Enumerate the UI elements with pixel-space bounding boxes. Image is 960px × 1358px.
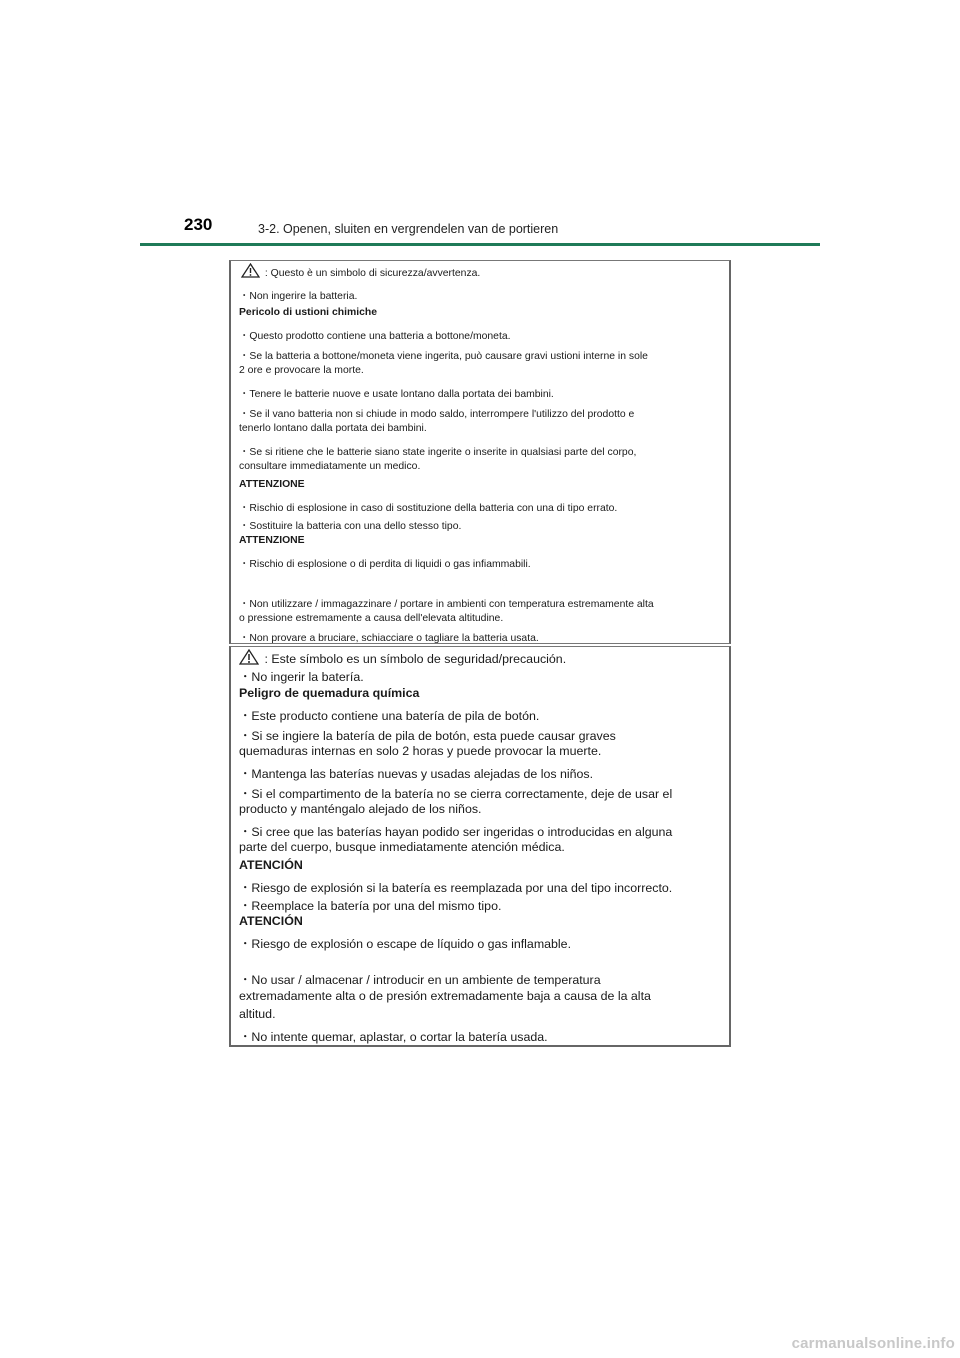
italian-line-7: ・Se il vano batteria non si chiude in modo saldo, interrompere l'utilizzo del prodotto e <box>239 409 635 420</box>
warning-triangle-icon <box>239 649 259 665</box>
spanish-line-16: ・No usar / almacenar / introducir en un ambiente de temperatura <box>239 973 601 987</box>
italian-line-1: ・Non ingerire la batteria. <box>239 291 358 302</box>
page-number: 230 <box>184 215 213 234</box>
italian-warning-box <box>229 260 731 644</box>
spanish-line-8: producto y manténgalo alejado de los niños. <box>239 802 482 816</box>
italian-line-17: o pressione estremamente a causa dell'elevata altitudine. <box>239 613 504 624</box>
spanish-heading-chemical-burn: Peligro de quemadura química <box>239 686 420 700</box>
spanish-heading-atencion-1: ATENCIÓN <box>239 858 303 872</box>
italian-heading-attenzione-2: ATTENZIONE <box>239 535 305 546</box>
italian-line-10: consultare immediatamente un medico. <box>239 461 421 472</box>
spanish-line-10: parte del cuerpo, busque inmediatamente atención médica. <box>239 840 565 854</box>
watermark: carmanualsonline.info <box>791 1335 955 1352</box>
spanish-line-19: ・No intente quemar, aplastar, o cortar la batería usada. <box>239 1030 548 1044</box>
italian-heading-chemical-burn: Pericolo di ustioni chimiche <box>239 307 377 318</box>
header-rule <box>140 243 820 246</box>
italian-line-5: 2 ore e provocare la morte. <box>239 365 364 376</box>
spanish-heading-atencion-2: ATENCIÓN <box>239 914 303 928</box>
spanish-line-17: extremadamente alta o de presión extremadamente baja a causa de la alta <box>239 989 651 1003</box>
italian-line-0: : Questo è un simbolo di sicurezza/avvertenza. <box>264 268 481 279</box>
italian-line-9: ・Se si ritiene che le batterie siano state ingerite o inserite in qualsiasi parte del corpo, <box>239 447 637 458</box>
italian-line-13: ・Sostituire la batteria con una dello stesso tipo. <box>239 521 462 532</box>
spanish-line-9: ・Si cree que las baterías hayan podido ser ingeridas o introducidas en alguna <box>239 825 673 839</box>
italian-line-12: ・Rischio di esplosione in caso di sostituzione della batteria con una di tipo errato. <box>239 503 618 514</box>
spanish-line-0: : Este símbolo es un símbolo de seguridad/precaución. <box>264 652 567 666</box>
italian-heading-attenzione-1: ATTENZIONE <box>239 479 305 490</box>
spanish-line-1: ・No ingerir la batería. <box>239 670 364 684</box>
spanish-line-15: ・Riesgo de explosión o escape de líquido o gas inflamable. <box>239 937 572 951</box>
italian-line-3: ・Questo prodotto contiene una batteria a bottone/moneta. <box>239 331 511 342</box>
italian-line-8: tenerlo lontano dalla portata dei bambini. <box>239 423 427 434</box>
spanish-line-5: quemaduras internas en solo 2 horas y puede provocar la muerte. <box>239 744 602 758</box>
spanish-warning-box <box>229 646 731 1047</box>
warning-triangle-icon <box>241 263 260 278</box>
spanish-line-13: ・Reemplace la batería por una del mismo tipo. <box>239 899 502 913</box>
italian-line-18: ・Non provare a bruciare, schiacciare o tagliare la batteria usata. <box>239 633 539 644</box>
spanish-line-12: ・Riesgo de explosión si la batería es reemplazada por una del tipo incorrecto. <box>239 881 673 895</box>
section-title: 3-2. Openen, sluiten en vergrendelen van de portieren <box>258 222 559 236</box>
italian-warning-symbol-line <box>241 263 480 279</box>
spanish-line-3: ・Este producto contiene una batería de pila de botón. <box>239 709 540 723</box>
spanish-line-6: ・Mantenga las baterías nuevas y usadas alejadas de los niños. <box>239 767 594 781</box>
spanish-line-4: ・Si se ingiere la batería de pila de botón, esta puede causar graves <box>239 729 616 743</box>
spanish-line-18: altitud. <box>239 1007 276 1021</box>
italian-line-4: ・Se la batteria a bottone/moneta viene ingerita, può causare gravi ustioni interne in sole <box>239 351 648 362</box>
spanish-warning-symbol-line <box>239 649 566 666</box>
italian-line-16: ・Non utilizzare / immagazzinare / portare in ambienti con temperatura estremamente alta <box>239 599 654 610</box>
italian-line-6: ・Tenere le batterie nuove e usate lontano dalla portata dei bambini. <box>239 389 554 400</box>
spanish-line-7: ・Si el compartimento de la batería no se cierra correctamente, deje de usar el <box>239 787 673 801</box>
italian-line-15: ・Rischio di esplosione o di perdita di liquidi o gas infiammabili. <box>239 559 531 570</box>
